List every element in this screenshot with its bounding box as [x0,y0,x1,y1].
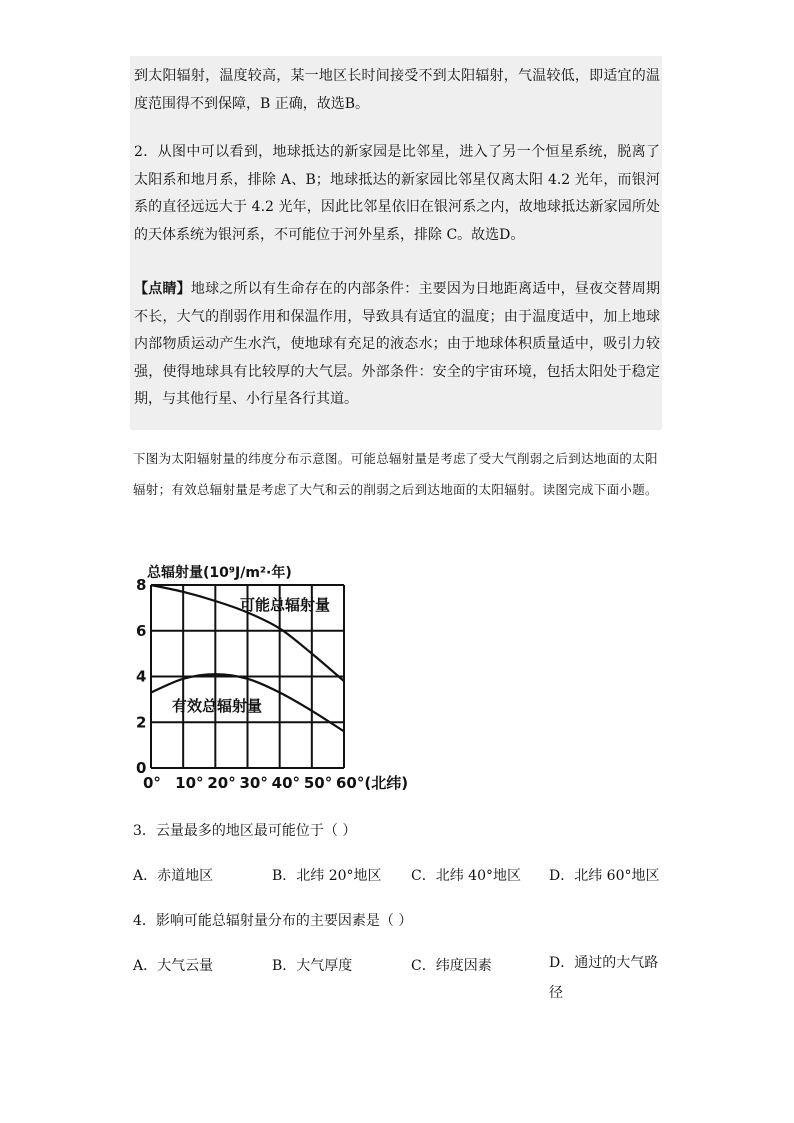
explanation-paragraph-1: 到太阳辐射，温度较高，某一地区长时间接受不到太阳辐射，气温较低，即适宜的温度范围得不到保障，B 正确，故选B。 [134,68,660,112]
tip-label: 【点睛】 [134,281,191,297]
q3-option-a[interactable]: A．赤道地区 [133,868,214,884]
question-4-stem: 4．影响可能总辐射量分布的主要因素是（ ） [133,913,413,929]
tip-paragraph [134,276,660,414]
tip-text: 地球之所以有生命存在的内部条件：主要因为日地距离适中，昼夜交替周期不长，大气的削弱作用和保温作用，导致具有适宜的温度；由于温度适中，加上地球内部物质运动产生水汽，使地球有充足的液态水；由于地球体积质量适中，吸引力较强，使得地球具有比较厚的大气层。外部条件：安全的宇宙环境，包括太阳处于稳定期，与其他行星、小行星各行其道。 [134,281,660,407]
series-label-effective: 有效总辐射量 [172,697,263,715]
x-tick-label-3: 30° [239,774,268,792]
y-axis-label: 总辐射量(10⁹J/m²·年) [147,565,292,581]
y-tick-label-1: 2 [136,713,147,732]
q4-option-c[interactable]: C．纬度因素 [411,958,492,974]
radiation-latitude-chart [130,558,420,794]
q4-option-d[interactable]: D．通过的大气路径 [549,955,659,1001]
q4-option-b[interactable]: B．大气厚度 [272,958,353,974]
q3-option-c[interactable]: C．北纬 40°地区 [411,868,521,884]
question-3-stem: 3．云量最多的地区最可能位于（ ） [133,823,357,839]
explanation-paragraph-2: 2．从图中可以看到，地球抵达的新家园是比邻星，进入了另一个恒星系统，脱离了太阳系和地月系，排除 A、B；地球抵达的新家园比邻星仅离太阳 4.2 光年，而银河系的直径远远大于 4.2 光年，因此比邻星依旧在银河系之内，故地球抵达新家园所处的天体系统为银河系，不可能位于河外星系，排除 C。故选D。 [134,144,660,243]
x-tick-label-5: 50° [303,774,333,792]
x-tick-label-4: 40° [271,774,301,792]
series-label-possible: 可能总辐射量 [240,596,331,614]
y-tick-label-2: 4 [136,667,147,686]
y-tick-label-3: 6 [136,621,147,640]
q4-option-a[interactable]: A．大气云量 [133,958,214,974]
x-tick-label-0: 0° [143,774,161,792]
x-tick-label-6: 60°(北纬) [336,774,409,792]
y-tick-label-0: 0 [136,759,147,777]
x-tick-label-2: 20° [207,774,236,792]
x-tick-label-1: 10° [175,774,204,792]
q3-option-b[interactable]: B．北纬 20°地区 [272,868,382,884]
q3-option-d[interactable]: D．北纬 60°地区 [549,868,660,884]
answer-explanation-box [130,56,662,430]
y-tick-label-4: 8 [136,576,147,594]
question-intro: 下图为太阳辐射量的纬度分布示意图。可能总辐射量是考虑了受大气削弱之后到达地面的太阳辐射；有效总辐射量是考虑了大气和云的削弱之后到达地面的太阳辐射。读图完成下面小题。 [133,451,658,497]
